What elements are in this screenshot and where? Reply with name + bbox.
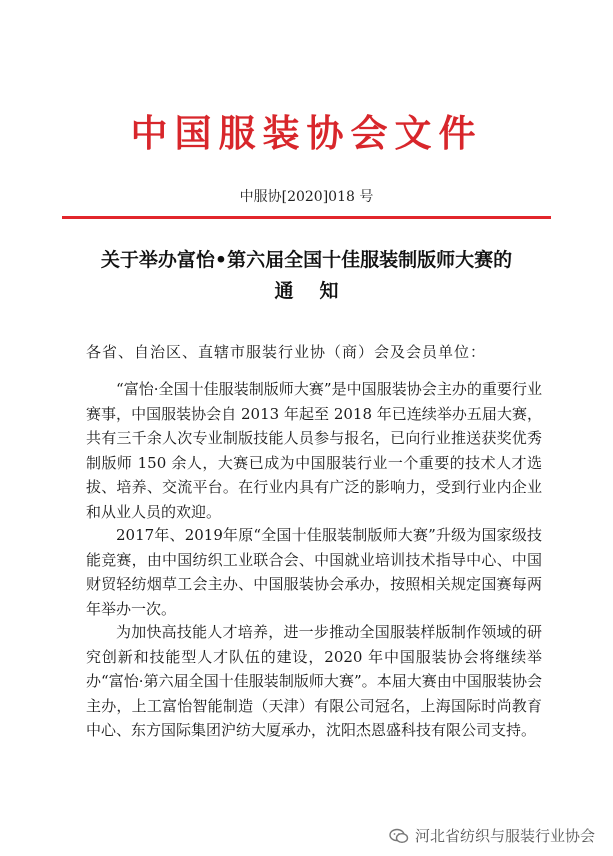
salutation: 各省、自治区、直辖市服装行业协（商）会及会员单位： — [86, 343, 487, 361]
wechat-icon — [389, 828, 409, 844]
document-number: 中服协[2020]018 号 — [239, 189, 374, 205]
document-header-title: 中国服装协会文件 — [130, 111, 483, 155]
source-watermark — [389, 825, 595, 846]
notice-subtitle: 通知 — [274, 280, 365, 302]
notice-title: 关于举办富怡•第六届全国十佳服装制版师大赛的 — [100, 249, 513, 271]
watermark-text: 河北省纺织与服装行业协会 — [414, 827, 595, 845]
body-paragraph-2: 2017年、2019年原“全国十佳服装制版师大赛”升级为国家级技能竞赛，由中国纺织工业联合会、中国就业培训技术指导中心、中国财贸轻纺烟草工会主办、中国服装协会承办，按照相关规定国赛每两年举办一次。 — [86, 526, 542, 618]
body-paragraph-1: “富怡·全国十佳服装制版师大赛”是中国服装协会主办的重要行业赛事，中国服装协会自 2013 年起至 2018 年已连续举办五届大赛，共有三千余人次专业制版技能人员参与报名，已向行业推送获奖优秀制版师 150 余人，大赛已成为中国服装行业一个重要的技术人才选拔、培养、交流平台。在行业内具有广泛的影响力，受到行业内企业和从业人员的欢迎。 — [86, 380, 542, 521]
body-paragraph-3: 为加快高技能人才培养，进一步推动全国服装样版制作领域的研究创新和技能型人才队伍的建设，2020 年中国服装协会将继续举办“富怡·第六届全国十佳服装制版师大赛”。本届大赛由中国服装协会主办，上工富怡智能制造（天津）有限公司冠名，上海国际时尚教育中心、东方国际集团沪纺大厦承办，沈阳杰恩盛科技有限公司支持。 — [86, 623, 542, 739]
red-divider-line — [62, 216, 551, 219]
